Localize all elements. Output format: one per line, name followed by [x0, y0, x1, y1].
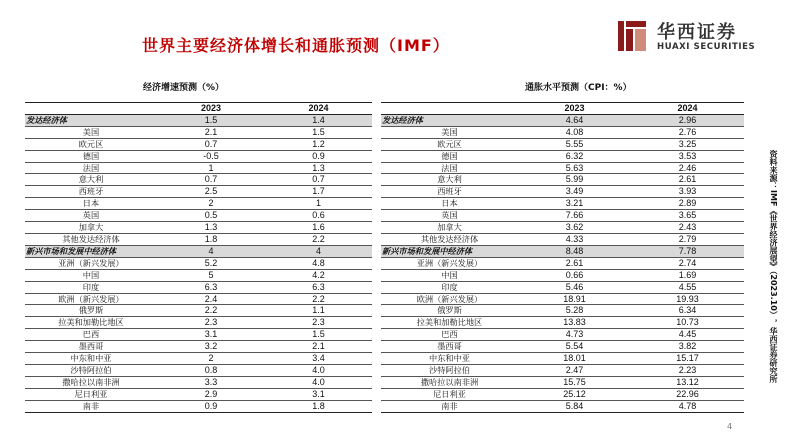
region-name-cell: 拉美和加勒比地区 [381, 317, 518, 329]
value-2023-cell: 5.28 [518, 305, 631, 317]
value-2024-cell: 6.3 [265, 281, 372, 293]
region-name-cell: 加拿大 [381, 222, 518, 234]
value-2023-cell: 2 [157, 198, 265, 210]
table-group-row [25, 114, 372, 126]
value-2024-cell: 2.79 [631, 233, 744, 245]
table-row [381, 222, 744, 234]
table-row [381, 210, 744, 222]
region-name-cell: 印度 [381, 281, 518, 293]
table-header-row [381, 103, 744, 115]
value-2024-cell: 2.96 [631, 114, 744, 126]
value-2023-cell: 0.7 [157, 174, 265, 186]
region-name-cell: 意大利 [25, 174, 157, 186]
value-2023-cell: 2 [157, 353, 265, 365]
value-2024-cell: 3.93 [631, 186, 744, 198]
value-2024-cell: 19.93 [631, 293, 744, 305]
table-row [381, 376, 744, 388]
value-2023-cell: 2.47 [518, 364, 631, 376]
region-name-cell: 欧洲（新兴发展） [25, 293, 157, 305]
value-2023-cell: 4.33 [518, 233, 631, 245]
region-name-cell: 巴西 [25, 329, 157, 341]
header-cell [25, 103, 157, 115]
region-name-cell: 中国 [25, 269, 157, 281]
region-name-cell: 俄罗斯 [25, 305, 157, 317]
value-2023-cell: 0.7 [157, 138, 265, 150]
region-name-cell: 加拿大 [25, 222, 157, 234]
table-row [25, 341, 372, 353]
header-cell: 2023 [518, 103, 631, 115]
value-2024-cell: 10.73 [631, 317, 744, 329]
region-name-cell: 尼日利亚 [381, 388, 518, 400]
table-row [25, 364, 372, 376]
value-2023-cell: 1.3 [157, 222, 265, 234]
value-2024-cell: 13.12 [631, 376, 744, 388]
table-row [25, 388, 372, 400]
value-2023-cell: 4.64 [518, 114, 631, 126]
value-2024-cell: 2.1 [265, 341, 372, 353]
table-row [25, 198, 372, 210]
brand-name-en: HUAXI SECURITIES [657, 42, 756, 52]
header-cell: 2024 [631, 103, 744, 115]
growth-forecast-table [25, 102, 372, 413]
value-2023-cell: 5.54 [518, 341, 631, 353]
region-name-cell: 其他发达经济体 [381, 233, 518, 245]
value-2024-cell: 2.43 [631, 222, 744, 234]
table-row [25, 186, 372, 198]
value-2023-cell: 2.3 [157, 317, 265, 329]
value-2023-cell: 3.49 [518, 186, 631, 198]
region-name-cell: 西班牙 [25, 186, 157, 198]
table-row [381, 364, 744, 376]
value-2024-cell: 3.1 [265, 388, 372, 400]
value-2024-cell: 1.6 [265, 222, 372, 234]
value-2024-cell: 1.3 [265, 162, 372, 174]
value-2023-cell: 5.46 [518, 281, 631, 293]
table-row [25, 376, 372, 388]
table-row [381, 257, 744, 269]
value-2023-cell: 4 [157, 245, 265, 257]
value-2023-cell: 4.73 [518, 329, 631, 341]
region-name-cell: 其他发达经济体 [25, 233, 157, 245]
region-name-cell: 中东和中亚 [25, 353, 157, 365]
value-2023-cell: 0.8 [157, 364, 265, 376]
value-2023-cell: 5.84 [518, 400, 631, 412]
table-row [381, 126, 744, 138]
value-2023-cell: 3.21 [518, 198, 631, 210]
region-name-cell: 墨西哥 [381, 341, 518, 353]
value-2023-cell: 2.61 [518, 257, 631, 269]
value-2024-cell: 6.34 [631, 305, 744, 317]
region-name-cell: 欧元区 [381, 138, 518, 150]
region-name-cell: 英国 [381, 210, 518, 222]
brand-name-cn: 华西证券 [657, 22, 737, 43]
value-2023-cell: -0.5 [157, 150, 265, 162]
region-name-cell: 德国 [25, 150, 157, 162]
value-2024-cell: 2.61 [631, 174, 744, 186]
value-2024-cell: 0.9 [265, 150, 372, 162]
value-2023-cell: 2.5 [157, 186, 265, 198]
value-2023-cell: 1.5 [157, 114, 265, 126]
table-row [381, 162, 744, 174]
value-2023-cell: 1 [157, 162, 265, 174]
value-2024-cell: 4.2 [265, 269, 372, 281]
value-2024-cell: 4.45 [631, 329, 744, 341]
table-group-row [25, 245, 372, 257]
table-row [25, 126, 372, 138]
value-2023-cell: 4.08 [518, 126, 631, 138]
inflation-forecast-table [381, 102, 744, 413]
region-name-cell: 欧洲（新兴发展） [381, 293, 518, 305]
value-2024-cell: 4.78 [631, 400, 744, 412]
value-2023-cell: 0.66 [518, 269, 631, 281]
value-2023-cell: 5.55 [518, 138, 631, 150]
value-2024-cell: 3.82 [631, 341, 744, 353]
region-name-cell: 亚洲（新兴发展） [25, 257, 157, 269]
table-row [381, 305, 744, 317]
table-row [381, 269, 744, 281]
value-2023-cell: 25.12 [518, 388, 631, 400]
header-cell: 2024 [265, 103, 372, 115]
table-group-row [381, 114, 744, 126]
value-2023-cell: 2.1 [157, 126, 265, 138]
value-2024-cell: 3.4 [265, 353, 372, 365]
table-group-row [381, 245, 744, 257]
value-2023-cell: 5.99 [518, 174, 631, 186]
table-row [381, 329, 744, 341]
table-row [381, 174, 744, 186]
value-2024-cell: 0.7 [265, 174, 372, 186]
table-row [25, 317, 372, 329]
value-2023-cell: 0.5 [157, 210, 265, 222]
value-2023-cell: 0.9 [157, 400, 265, 412]
huaxi-logo-mark-icon [617, 20, 647, 52]
header-cell [381, 103, 518, 115]
table-row [25, 293, 372, 305]
region-name-cell: 拉美和加勒比地区 [25, 317, 157, 329]
table-row [381, 281, 744, 293]
value-2024-cell: 4 [265, 245, 372, 257]
region-name-cell: 美国 [381, 126, 518, 138]
inflation-table-title: 通胀水平预测（CPI：%） [525, 83, 632, 93]
region-name-cell: 新兴市场和发展中经济体 [25, 245, 157, 257]
value-2024-cell: 1.5 [265, 126, 372, 138]
value-2024-cell: 2.89 [631, 198, 744, 210]
region-name-cell: 法国 [381, 162, 518, 174]
table-row [25, 138, 372, 150]
value-2023-cell: 5 [157, 269, 265, 281]
region-name-cell: 发达经济体 [25, 114, 157, 126]
value-2024-cell: 2.46 [631, 162, 744, 174]
table-row [381, 293, 744, 305]
region-name-cell: 法国 [25, 162, 157, 174]
table-row [25, 210, 372, 222]
table-row [25, 150, 372, 162]
table-row [381, 186, 744, 198]
growth-table-title: 经济增速预测（%） [143, 83, 225, 93]
region-name-cell: 美国 [25, 126, 157, 138]
table-row [25, 353, 372, 365]
region-name-cell: 西班牙 [381, 186, 518, 198]
header-cell: 2023 [157, 103, 265, 115]
value-2024-cell: 15.17 [631, 353, 744, 365]
region-name-cell: 尼日利亚 [25, 388, 157, 400]
value-2023-cell: 15.75 [518, 376, 631, 388]
table-row [25, 233, 372, 245]
value-2024-cell: 1.69 [631, 269, 744, 281]
value-2023-cell: 3.3 [157, 376, 265, 388]
region-name-cell: 英国 [25, 210, 157, 222]
table-row [25, 269, 372, 281]
table-row [25, 329, 372, 341]
value-2024-cell: 1 [265, 198, 372, 210]
region-name-cell: 中东和中亚 [381, 353, 518, 365]
value-2023-cell: 3.1 [157, 329, 265, 341]
table-header-row [25, 103, 372, 115]
table-row [25, 305, 372, 317]
region-name-cell: 日本 [25, 198, 157, 210]
slide-title: 世界主要经济体增长和通胀预测（IMF） [142, 36, 450, 55]
table-row [381, 341, 744, 353]
region-name-cell: 撒哈拉以南非洲 [381, 376, 518, 388]
value-2024-cell: 3.53 [631, 150, 744, 162]
page-number: 4 [727, 422, 733, 431]
value-2023-cell: 6.32 [518, 150, 631, 162]
value-2023-cell: 1.8 [157, 233, 265, 245]
table-row [25, 162, 372, 174]
value-2023-cell: 3.62 [518, 222, 631, 234]
region-name-cell: 墨西哥 [25, 341, 157, 353]
region-name-cell: 亚洲（新兴发展） [381, 257, 518, 269]
value-2024-cell: 2.3 [265, 317, 372, 329]
value-2024-cell: 3.65 [631, 210, 744, 222]
value-2024-cell: 4.0 [265, 364, 372, 376]
value-2024-cell: 2.76 [631, 126, 744, 138]
table-row [381, 317, 744, 329]
region-name-cell: 撒哈拉以南非洲 [25, 376, 157, 388]
value-2023-cell: 2.2 [157, 305, 265, 317]
value-2024-cell: 2.23 [631, 364, 744, 376]
value-2023-cell: 3.2 [157, 341, 265, 353]
region-name-cell: 沙特阿拉伯 [381, 364, 518, 376]
region-name-cell: 新兴市场和发展中经济体 [381, 245, 518, 257]
region-name-cell: 沙特阿拉伯 [25, 364, 157, 376]
value-2024-cell: 4.0 [265, 376, 372, 388]
huaxi-logo [617, 18, 779, 58]
value-2023-cell: 8.48 [518, 245, 631, 257]
region-name-cell: 南非 [25, 400, 157, 412]
value-2024-cell: 1.5 [265, 329, 372, 341]
region-name-cell: 南非 [381, 400, 518, 412]
table-row [25, 222, 372, 234]
value-2024-cell: 1.7 [265, 186, 372, 198]
table-row [381, 198, 744, 210]
region-name-cell: 意大利 [381, 174, 518, 186]
value-2024-cell: 2.2 [265, 233, 372, 245]
value-2024-cell: 4.55 [631, 281, 744, 293]
value-2024-cell: 1.2 [265, 138, 372, 150]
value-2023-cell: 13.83 [518, 317, 631, 329]
value-2024-cell: 4.8 [265, 257, 372, 269]
table-row [381, 150, 744, 162]
value-2024-cell: 0.6 [265, 210, 372, 222]
value-2024-cell: 1.4 [265, 114, 372, 126]
value-2024-cell: 3.25 [631, 138, 744, 150]
region-name-cell: 中国 [381, 269, 518, 281]
table-row [381, 353, 744, 365]
value-2023-cell: 7.66 [518, 210, 631, 222]
value-2023-cell: 2.9 [157, 388, 265, 400]
value-2023-cell: 2.4 [157, 293, 265, 305]
region-name-cell: 欧元区 [25, 138, 157, 150]
table-row [25, 400, 372, 412]
value-2023-cell: 5.2 [157, 257, 265, 269]
value-2024-cell: 2.2 [265, 293, 372, 305]
region-name-cell: 印度 [25, 281, 157, 293]
value-2024-cell: 2.74 [631, 257, 744, 269]
value-2023-cell: 6.3 [157, 281, 265, 293]
value-2023-cell: 18.91 [518, 293, 631, 305]
region-name-cell: 俄罗斯 [381, 305, 518, 317]
region-name-cell: 日本 [381, 198, 518, 210]
table-row [25, 174, 372, 186]
value-2023-cell: 18.01 [518, 353, 631, 365]
value-2024-cell: 22.96 [631, 388, 744, 400]
value-2023-cell: 5.63 [518, 162, 631, 174]
region-name-cell: 巴西 [381, 329, 518, 341]
source-note: 资料来源：IMF《世界经济展望》（2023.10），华西证券研究所 [769, 150, 778, 383]
table-row [25, 257, 372, 269]
table-row [25, 281, 372, 293]
region-name-cell: 发达经济体 [381, 114, 518, 126]
value-2024-cell: 1.1 [265, 305, 372, 317]
table-row [381, 138, 744, 150]
value-2024-cell: 1.8 [265, 400, 372, 412]
value-2024-cell: 7.78 [631, 245, 744, 257]
table-row [381, 400, 744, 412]
table-row [381, 388, 744, 400]
table-row [381, 233, 744, 245]
region-name-cell: 德国 [381, 150, 518, 162]
